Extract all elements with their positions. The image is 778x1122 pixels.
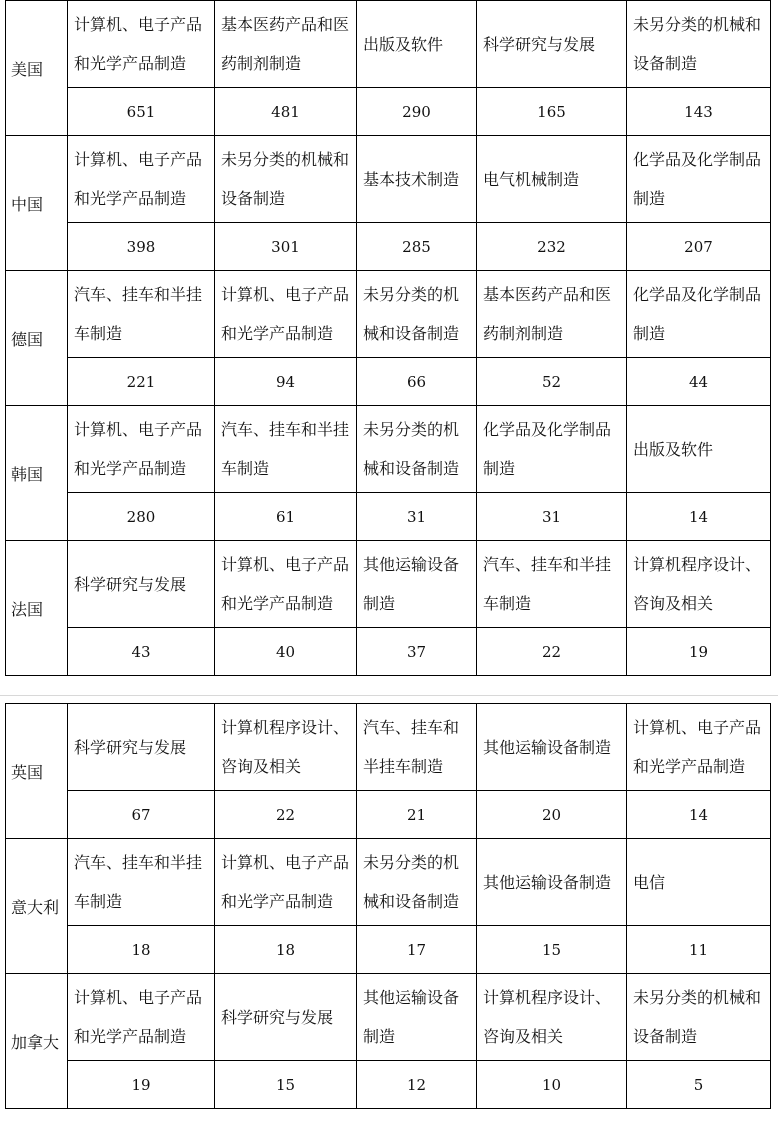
value-cell: 18 <box>215 926 357 974</box>
value-cell: 19 <box>68 1061 215 1109</box>
industry-cell: 计算机程序设计、咨询及相关 <box>627 541 771 628</box>
value-cell: 221 <box>68 358 215 406</box>
industry-cell: 化学品及化学制品制造 <box>477 406 627 493</box>
country-name: 德国 <box>6 271 68 406</box>
industry-cell: 汽车、挂车和半挂车制造 <box>215 406 357 493</box>
industry-cell: 计算机、电子产品和光学产品制造 <box>215 271 357 358</box>
industry-cell: 出版及软件 <box>627 406 771 493</box>
value-row <box>6 493 771 541</box>
country-name: 加拿大 <box>6 974 68 1109</box>
industry-cell: 汽车、挂车和半挂车制造 <box>477 541 627 628</box>
value-cell: 12 <box>357 1061 477 1109</box>
value-cell: 14 <box>627 493 771 541</box>
value-cell: 481 <box>215 88 357 136</box>
value-cell: 52 <box>477 358 627 406</box>
industry-cell: 计算机、电子产品和光学产品制造 <box>215 541 357 628</box>
industry-row <box>6 839 771 926</box>
value-cell: 15 <box>215 1061 357 1109</box>
value-row <box>6 88 771 136</box>
value-cell: 143 <box>627 88 771 136</box>
value-cell: 301 <box>215 223 357 271</box>
value-cell: 285 <box>357 223 477 271</box>
value-cell: 207 <box>627 223 771 271</box>
industry-row <box>6 136 771 223</box>
value-cell: 66 <box>357 358 477 406</box>
industry-cell: 出版及软件 <box>357 1 477 88</box>
industry-cell: 计算机、电子产品和光学产品制造 <box>627 704 771 791</box>
industry-cell: 其他运输设备制造 <box>357 541 477 628</box>
industry-cell: 计算机、电子产品和光学产品制造 <box>68 974 215 1061</box>
industry-cell: 未另分类的机械和设备制造 <box>357 271 477 358</box>
value-cell: 43 <box>68 628 215 676</box>
value-cell: 21 <box>357 791 477 839</box>
value-cell: 22 <box>477 628 627 676</box>
industry-cell: 其他运输设备制造 <box>477 839 627 926</box>
value-cell: 40 <box>215 628 357 676</box>
industry-row <box>6 271 771 358</box>
industry-cell: 未另分类的机械和设备制造 <box>357 839 477 926</box>
value-cell: 44 <box>627 358 771 406</box>
industry-cell: 未另分类的机械和设备制造 <box>627 1 771 88</box>
industry-cell: 汽车、挂车和半挂车制造 <box>68 839 215 926</box>
value-cell: 14 <box>627 791 771 839</box>
industry-cell: 电气机械制造 <box>477 136 627 223</box>
value-cell: 18 <box>68 926 215 974</box>
industry-cell: 未另分类的机械和设备制造 <box>627 974 771 1061</box>
country-name: 意大利 <box>6 839 68 974</box>
value-cell: 10 <box>477 1061 627 1109</box>
value-cell: 22 <box>215 791 357 839</box>
industry-cell: 未另分类的机械和设备制造 <box>357 406 477 493</box>
value-cell: 5 <box>627 1061 771 1109</box>
value-cell: 31 <box>357 493 477 541</box>
country-name: 英国 <box>6 704 68 839</box>
industry-cell: 计算机、电子产品和光学产品制造 <box>68 1 215 88</box>
industry-cell: 化学品及化学制品制造 <box>627 271 771 358</box>
value-row <box>6 358 771 406</box>
industry-cell: 其他运输设备制造 <box>357 974 477 1061</box>
country-name: 法国 <box>6 541 68 676</box>
industry-cell: 基本医药产品和医药制剂制造 <box>477 271 627 358</box>
industry-row <box>6 541 771 628</box>
industry-cell: 未另分类的机械和设备制造 <box>215 136 357 223</box>
industry-cell: 汽车、挂车和半挂车制造 <box>68 271 215 358</box>
industry-cell: 汽车、挂车和半挂车制造 <box>357 704 477 791</box>
country-name: 美国 <box>6 1 68 136</box>
value-cell: 398 <box>68 223 215 271</box>
industry-cell: 计算机程序设计、咨询及相关 <box>477 974 627 1061</box>
industry-cell: 其他运输设备制造 <box>477 704 627 791</box>
industry-cell: 基本医药产品和医药制剂制造 <box>215 1 357 88</box>
value-row <box>6 791 771 839</box>
value-cell: 31 <box>477 493 627 541</box>
value-cell: 280 <box>68 493 215 541</box>
value-cell: 17 <box>357 926 477 974</box>
value-cell: 15 <box>477 926 627 974</box>
value-row <box>6 926 771 974</box>
page-separator <box>0 695 778 696</box>
industry-cell: 科学研究与发展 <box>68 704 215 791</box>
value-cell: 67 <box>68 791 215 839</box>
value-cell: 37 <box>357 628 477 676</box>
value-cell: 19 <box>627 628 771 676</box>
value-cell: 651 <box>68 88 215 136</box>
industry-cell: 基本技术制造 <box>357 136 477 223</box>
industry-cell: 计算机、电子产品和光学产品制造 <box>68 136 215 223</box>
value-cell: 165 <box>477 88 627 136</box>
industry-cell: 计算机程序设计、咨询及相关 <box>215 704 357 791</box>
country-name: 中国 <box>6 136 68 271</box>
value-cell: 290 <box>357 88 477 136</box>
value-cell: 94 <box>215 358 357 406</box>
value-cell: 61 <box>215 493 357 541</box>
industry-row <box>6 974 771 1061</box>
value-cell: 232 <box>477 223 627 271</box>
value-cell: 20 <box>477 791 627 839</box>
value-row <box>6 1061 771 1109</box>
industry-cell: 计算机、电子产品和光学产品制造 <box>215 839 357 926</box>
value-cell: 11 <box>627 926 771 974</box>
value-row <box>6 223 771 271</box>
industry-cell: 科学研究与发展 <box>215 974 357 1061</box>
industry-cell: 化学品及化学制品制造 <box>627 136 771 223</box>
value-row <box>6 628 771 676</box>
industry-row <box>6 406 771 493</box>
country-industry-table-top <box>5 0 771 676</box>
industry-row <box>6 704 771 791</box>
country-industry-table-bottom <box>5 703 771 1109</box>
country-name: 韩国 <box>6 406 68 541</box>
industry-row <box>6 1 771 88</box>
industry-cell: 计算机、电子产品和光学产品制造 <box>68 406 215 493</box>
industry-cell: 电信 <box>627 839 771 926</box>
industry-cell: 科学研究与发展 <box>477 1 627 88</box>
industry-cell: 科学研究与发展 <box>68 541 215 628</box>
